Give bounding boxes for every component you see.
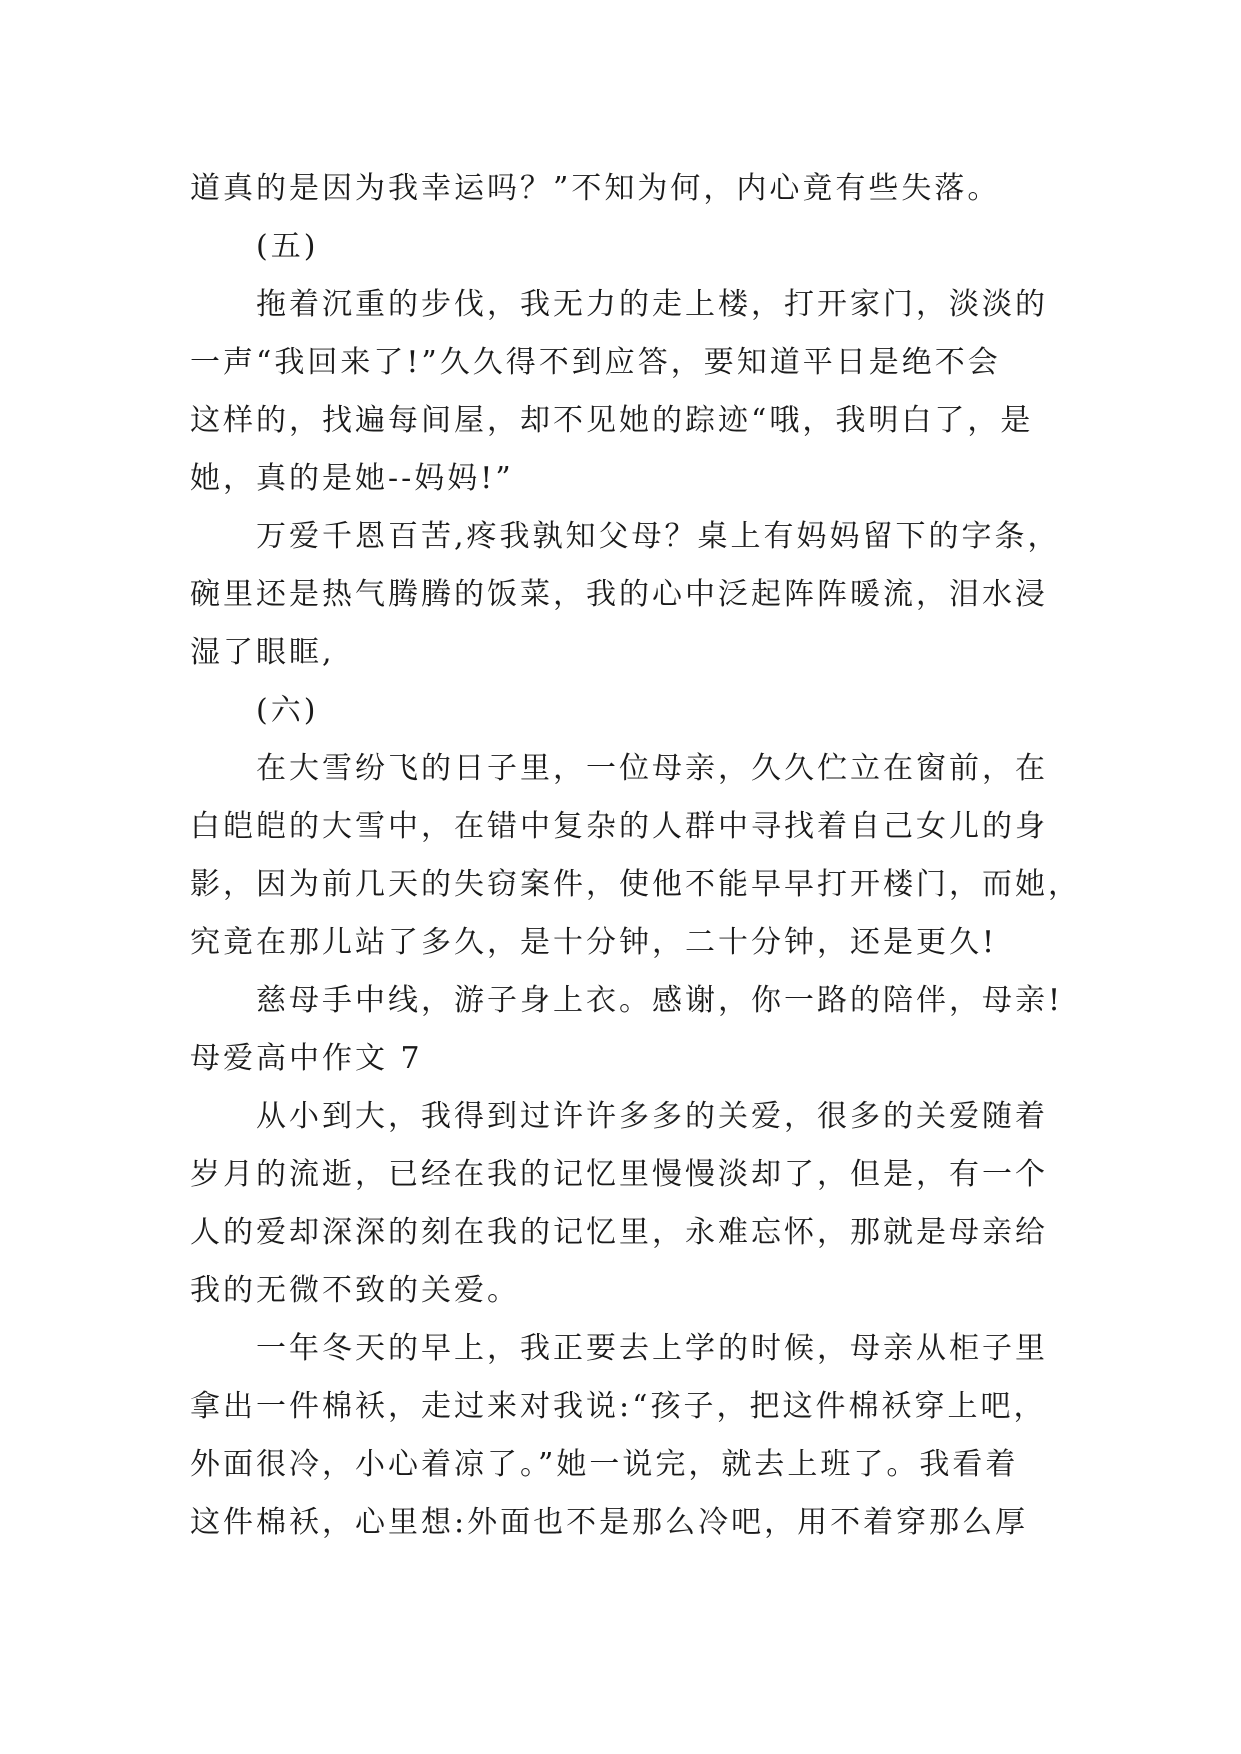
text-line: 在大雪纷飞的日子里，一位母亲，久久伫立在窗前，在 <box>256 751 1048 786</box>
text-line: 白皑皑的大雪中，在错中复杂的人群中寻找着自己女儿的身 <box>190 809 1048 844</box>
text-line: 影，因为前几天的失窃案件，使他不能早早打开楼门，而她， <box>190 867 1081 902</box>
text-line: 湿了眼眶, <box>190 635 335 670</box>
document-page <box>190 160 1081 1552</box>
text-line: 一年冬天的早上，我正要去上学的时候，母亲从柜子里 <box>256 1331 1048 1366</box>
text-line: 一声“我回来了!”久久得不到应答，要知道平日是绝不会 <box>190 345 1001 380</box>
text-line: 岁月的流逝，已经在我的记忆里慢慢淡却了，但是，有一个 <box>190 1157 1048 1192</box>
section-heading: (五) <box>256 229 319 264</box>
text-line: 我的无微不致的关爱。 <box>190 1273 520 1308</box>
text-line: 道真的是因为我幸运吗？”不知为何，内心竟有些失落。 <box>190 171 1001 206</box>
text-line: 万爱千恩百苦,疼我孰知父母？桌上有妈妈留下的字条， <box>256 519 1061 554</box>
text-line: 慈母手中线，游子身上衣。感谢，你一路的陪伴，母亲! <box>256 983 1064 1018</box>
section-heading: (六) <box>256 693 319 728</box>
text-line: 从小到大，我得到过许许多多的关爱，很多的关爱随着 <box>256 1099 1048 1134</box>
text-line: 这件棉袄，心里想:外面也不是那么冷吧，用不着穿那么厚 <box>190 1505 1029 1540</box>
text-line: 拿出一件棉袄，走过来对我说:“孩子，把这件棉袄穿上吧， <box>190 1389 1047 1424</box>
text-line: 究竟在那儿站了多久，是十分钟，二十分钟，还是更久! <box>190 925 998 960</box>
text-line: 这样的，找遍每间屋，却不见她的踪迹“哦，我明白了，是 <box>190 403 1034 438</box>
text-line: 人的爱却深深的刻在我的记忆里，永难忘怀，那就是母亲给 <box>190 1215 1048 1250</box>
text-line: 她，真的是她--妈妈!” <box>190 461 514 496</box>
text-line: 碗里还是热气腾腾的饭菜，我的心中泛起阵阵暖流，泪水浸 <box>190 577 1048 612</box>
text-line: 拖着沉重的步伐，我无力的走上楼，打开家门，淡淡的 <box>256 287 1048 322</box>
text-line: 外面很冷，小心着凉了。”她一说完，就去上班了。我看着 <box>190 1447 1019 1482</box>
article-title: 母爱高中作文 7 <box>190 1041 423 1076</box>
